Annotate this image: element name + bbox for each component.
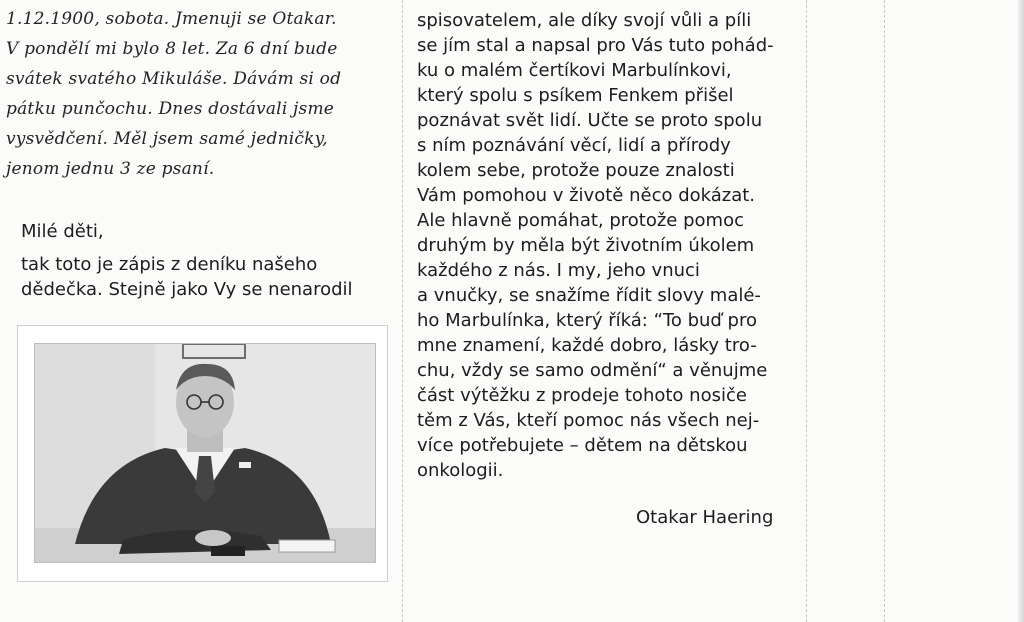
text-line: spisovatelem, ale díky svojí vůli a píli <box>417 10 752 31</box>
text-line: onkologii. <box>417 460 504 481</box>
diary-line: jenom jednu 3 ze psaní. <box>6 159 215 179</box>
fold-line <box>806 0 807 622</box>
diary-excerpt <box>6 4 391 184</box>
text-line: ku o malém čertíkovi Marbulínkovi, <box>417 60 732 81</box>
text-line: každého z nás. I my, jeho vnuci <box>417 260 700 281</box>
text-line: chu, vždy se samo odmění“ a věnujme <box>417 360 768 381</box>
text-line: Vám pomohou v životě něco dokázat. <box>417 185 756 206</box>
text-line: který spolu s psíkem Fenkem přišel <box>417 85 734 106</box>
text-line: a vnučky, se snažíme řídit slovy malé- <box>417 285 761 306</box>
photo-frame <box>17 325 388 582</box>
text-line: kolem sebe, protože pouze znalosti <box>417 160 735 181</box>
text-line: mne znamení, každé dobro, lásky tro- <box>417 335 757 356</box>
text-line: se jím stal a napsal pro Vás tuto pohád- <box>417 35 774 56</box>
text-line: poznávat svět lidí. Učte se proto spolu <box>417 110 763 131</box>
text-line: druhým by měla být životním úkolem <box>417 235 755 256</box>
left-panel <box>0 0 402 622</box>
text-line: dědečka. Stejně jako Vy se nenarodil <box>21 279 353 300</box>
diary-line: vysvědčení. Měl jsem samé jedničky, <box>6 129 328 149</box>
scan-edge <box>1018 0 1024 622</box>
text-line: více potřebujete – dětem na dětskou <box>417 435 748 456</box>
diary-line: V pondělí mi bylo 8 let. Za 6 dní bude <box>6 39 338 59</box>
author-portrait-photo <box>34 343 376 563</box>
text-line: s ním poznávání věcí, lidí a přírody <box>417 135 731 156</box>
text-line: těm z Vás, kteří pomoc nás všech nej- <box>417 410 760 431</box>
portrait-illustration <box>35 344 375 562</box>
text-line: Ale hlavně pomáhat, protože pomoc <box>417 210 744 231</box>
text-line: ho Marbulínka, který říká: “To buď pro <box>417 310 758 331</box>
fold-line <box>884 0 885 622</box>
diary-line: pátku punčochu. Dnes dostávali jsme <box>6 99 335 119</box>
diary-line: 1.12.1900, sobota. Jmenuji se Otakar. <box>6 9 337 29</box>
text-line: tak toto je zápis z deníku našeho <box>21 254 318 275</box>
fold-line <box>402 0 403 622</box>
author-signature: Otakar Haering <box>636 507 774 528</box>
text-line: část výtěžku z prodeje tohoto nosiče <box>417 385 747 406</box>
diary-line: svátek svatého Mikuláše. Dávám si od <box>6 69 342 89</box>
middle-panel <box>417 8 792 483</box>
greeting: Milé děti, <box>21 221 104 242</box>
intro-text <box>21 252 386 302</box>
